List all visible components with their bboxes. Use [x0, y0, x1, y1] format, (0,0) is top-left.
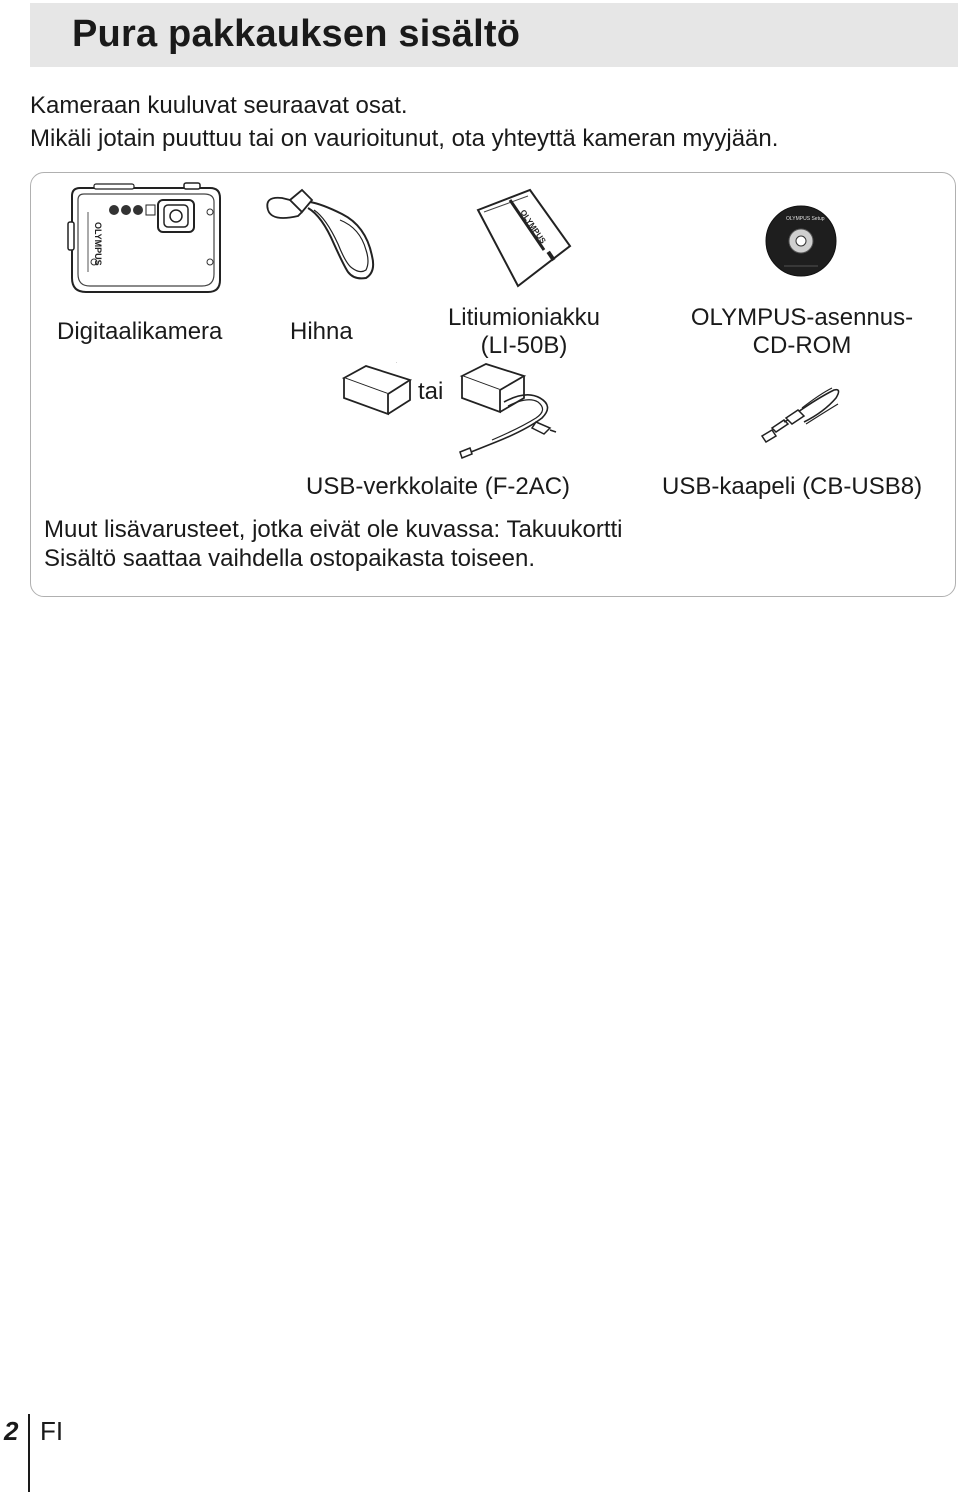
page-number: 2: [4, 1416, 19, 1446]
contents-vary-note: Sisältö saattaa vaihdella ostopaikasta toiseen.: [44, 545, 535, 572]
cable-label: USB-kaapeli (CB-USB8): [662, 473, 923, 500]
usb-adapter-illustration-a: [338, 362, 414, 418]
cdrom-disc-text: OLYMPUS Setup: [786, 216, 825, 222]
camera-label: Digitaalikamera: [57, 318, 223, 345]
footer-divider: [28, 1414, 30, 1492]
usb-cable-illustration: [758, 382, 842, 448]
accessories-note: Muut lisävarusteet, jotka eivät ole kuvassa: Takuukortti: [44, 516, 623, 543]
intro-line-2: Mikäli jotain puuttuu tai on vaurioitunut, ota yhteyttä kameran myyjään.: [30, 125, 779, 152]
cdrom-illustration: [764, 204, 838, 278]
battery-label-model: (LI-50B): [480, 332, 568, 359]
or-text: tai: [418, 378, 444, 405]
camera-illustration: [64, 182, 226, 298]
usb-adapter-illustration-b: [456, 360, 558, 460]
cdrom-label-line-2: CD-ROM: [752, 332, 852, 359]
strap-illustration: [262, 186, 380, 286]
intro-text: [30, 89, 778, 155]
battery-label: [430, 304, 618, 360]
battery-illustration: [470, 186, 578, 292]
strap-label: Hihna: [290, 318, 353, 345]
camera-brand-text: OLYMPUS: [93, 222, 103, 266]
section-header: [30, 3, 958, 67]
intro-line-1: Kameraan kuuluvat seuraavat osat.: [30, 92, 408, 119]
cdrom-label-line-1: OLYMPUS-asennus-: [690, 304, 914, 331]
page-title: Pura pakkauksen sisältö: [72, 13, 521, 55]
cdrom-label: [672, 304, 932, 360]
battery-label-name: Litiumioniakku: [447, 304, 601, 331]
battery-brand-text: OLYMPUS: [518, 208, 548, 246]
box-notes: [44, 515, 623, 573]
language-code: FI: [40, 1416, 64, 1446]
adapter-label: USB-verkkolaite (F-2AC): [306, 473, 571, 500]
